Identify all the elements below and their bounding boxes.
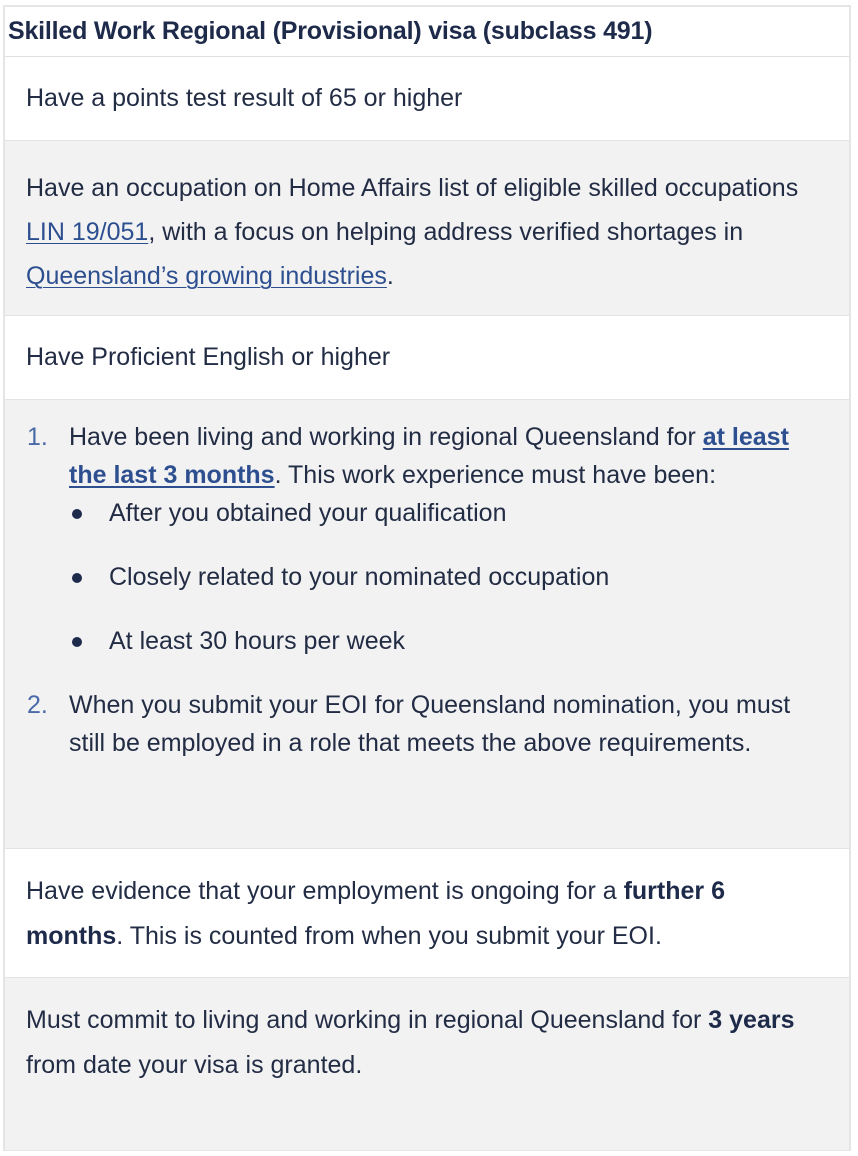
bullet-icon [72, 573, 82, 583]
list-item [69, 622, 827, 660]
requirement-row-english [5, 316, 849, 400]
occupation-text-3: . [386, 262, 394, 290]
requirement-row-commit [5, 978, 849, 1150]
criterion-text: After you obtained your qualification [109, 499, 507, 527]
bullet-icon [72, 637, 82, 647]
list-item [26, 418, 827, 660]
occupation-text-1: Have an occupation on Home Affairs list of eligible skilled occupations [26, 174, 799, 202]
commit-text-2: from date your visa is granted. [26, 1051, 363, 1079]
criterion-text: Closely related to your nominated occupation [109, 563, 610, 591]
requirement-row-experience [5, 400, 849, 849]
ongoing-text-1: Have evidence that your employment is ongoing for a [26, 877, 624, 905]
visa-title: Skilled Work Regional (Provisional) visa (subclass 491) [8, 17, 653, 45]
commit-emphasis: 3 years [708, 1006, 795, 1034]
list-number: 2. [27, 691, 48, 719]
eoi-employment-text: When you submit your EOI for Queensland nomination, you must still be employed in a role that meets the above requirements. [69, 691, 791, 757]
ongoing-text-2: . This is counted from when you submit your EOI. [116, 922, 662, 950]
list-item [69, 494, 827, 532]
commit-text-1: Must commit to living and working in regional Queensland for [26, 1006, 709, 1034]
visa-requirements-table [3, 5, 851, 1151]
ongoing-emphasis: further 6 months [26, 877, 725, 950]
requirement-row-ongoing [5, 849, 849, 978]
experience-criteria-list [69, 494, 827, 660]
list-item [69, 558, 827, 596]
points-requirement: Have a points test result of 65 or higher [26, 84, 463, 112]
ongoing-requirement [26, 869, 827, 959]
experience-text-1: Have been living and working in regional Queensland for [69, 423, 703, 451]
table-header [5, 7, 849, 57]
experience-list [26, 418, 827, 762]
list-item [26, 686, 827, 762]
lin-19-051-link[interactable]: LIN 19/051 [26, 218, 149, 246]
requirement-row-points [5, 57, 849, 141]
bullet-icon [72, 509, 82, 519]
occupation-text-2: , with a focus on helping address verified shortages in [148, 218, 744, 246]
occupation-requirement [26, 166, 827, 298]
experience-text-2: . This work experience must have been: [274, 461, 717, 489]
commit-requirement [26, 998, 827, 1088]
at-least-last-3-months-link[interactable]: at least the last 3 months [69, 423, 789, 489]
requirement-row-occupation [5, 141, 849, 316]
english-requirement: Have Proficient English or higher [26, 343, 391, 371]
list-number: 1. [27, 423, 48, 451]
queensland-growing-industries-link[interactable]: Queensland’s growing industries [26, 262, 387, 290]
criterion-text: At least 30 hours per week [109, 627, 405, 655]
